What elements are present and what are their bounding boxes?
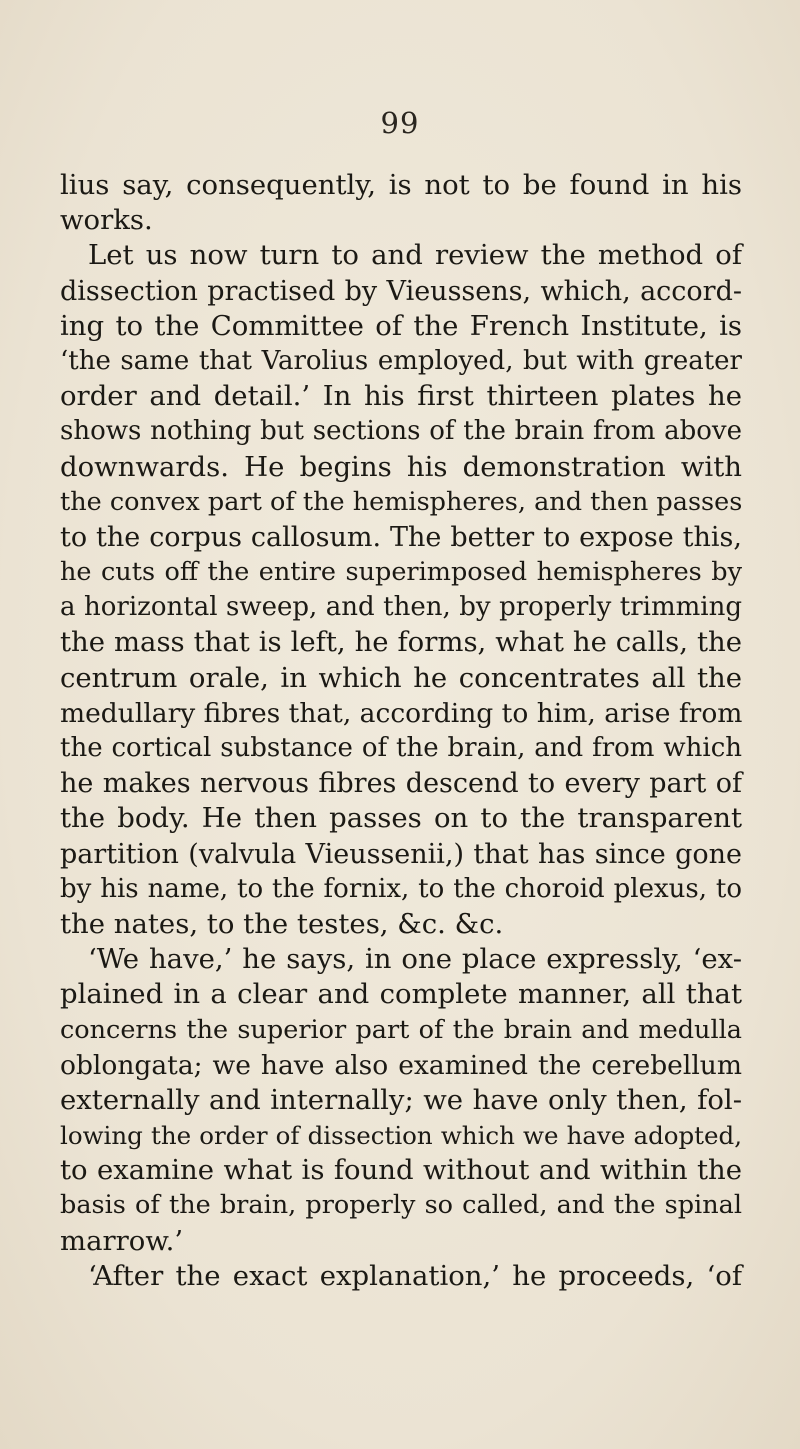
text-line: works. [60,204,153,237]
body-text [60,168,742,1294]
text-line: the cortical substance of the brain, and from which [60,733,742,763]
text-line: by his name, to the fornix, to the choroid plexus, to [60,873,742,904]
text-line: the mass that is left, he forms, what he calls, the [60,626,742,659]
text-line: a horizontal sweep, and then, by properly trimming [60,592,742,623]
text-line: order and detail.’ In his first thirteen plates he [60,380,742,413]
text-line: concerns the superior part of the brain and medulla [60,1014,742,1045]
text-line: ‘We have,’ he says, in one place expressly, ‘ex- [88,943,742,976]
text-line: the convex part of the hemispheres, and then passes [60,486,743,517]
text-line: ‘After the exact explanation,’ he proceeds, ‘of [88,1259,742,1292]
text-line: dissection practised by Vieussens, which, accord- [60,275,742,307]
text-line: ing to the Committee of the French Institute, is [60,309,742,342]
text-line: basis of the brain, properly so called, and the spinal [60,1190,742,1221]
text-line: he cuts off the entire superimposed hemispheres by [60,557,742,588]
text-line: marrow.’ [60,1224,184,1257]
text-line: Let us now turn to and review the method of [88,239,742,272]
text-line: shows nothing but sections of the brain from above [60,416,742,447]
text-line: plained in a clear and complete manner, all that [60,978,742,1011]
text-line: medullary fibres that, according to him, arise from [60,697,743,729]
text-line: to the corpus callosum. The better to expose this, [60,521,742,553]
text-line: lowing the order of dissection which we have adopted, [60,1121,742,1151]
text-line: the body. He then passes on to the transparent [60,802,742,835]
page-number: 99 [380,106,420,140]
text-line: oblongata; we have also examined the cerebellum [60,1049,742,1081]
text-line: downwards. He begins his demonstration with [60,450,742,483]
text-line: externally and internally; we have only then, fol- [60,1083,742,1116]
text-line: centrum orale, in which he concentrates all the [60,661,742,694]
text-line: ‘the same that Varolius employed, but with greater [60,345,742,376]
text-line: to examine what is found without and within the [60,1154,742,1187]
text-line: partition (valvula Vieussenii,) that has since gone [60,838,742,870]
text-line: lius say, consequently, is not to be found in his [60,169,742,201]
text-line: the nates, to the testes, &c. &c. [60,907,504,940]
text-line: he makes nervous fibres descend to every part of [60,768,742,800]
